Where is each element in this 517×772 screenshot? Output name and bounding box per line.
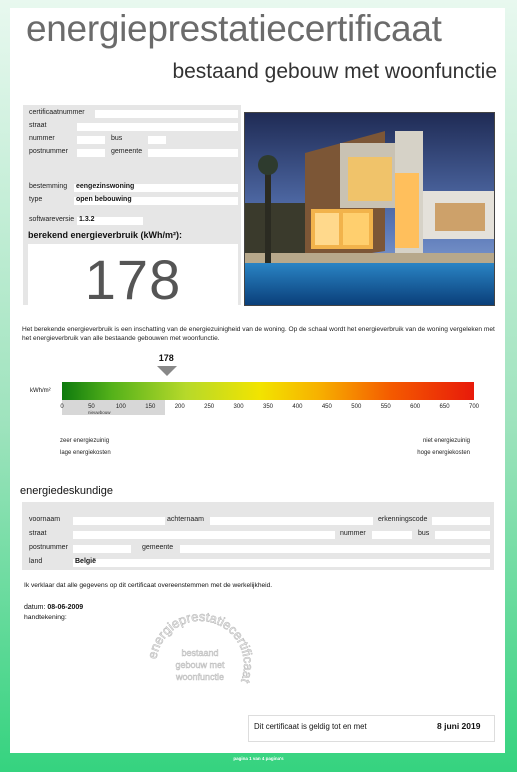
achternaam-field xyxy=(210,517,373,525)
certificate-title: energieprestatiecertificaat xyxy=(26,8,442,49)
stamp-line-2: gebouw met xyxy=(175,660,225,670)
calculated-consumption-label: berekend energieverbruik (kWh/m²): xyxy=(28,230,183,240)
scale-tick-label: 450 xyxy=(321,404,332,410)
scale-tick-label: 150 xyxy=(145,404,156,410)
energy-scale-bar xyxy=(62,382,474,400)
scale-tick-label: 0 xyxy=(60,404,64,410)
scale-tick-label: 50 xyxy=(88,404,95,410)
scale-right-note-1: niet energiezuinig xyxy=(422,438,470,444)
erkenningscode-label: erkenningscode xyxy=(378,516,428,523)
softwareversie-label: softwareversie xyxy=(29,216,75,223)
expert-gemeente-label: gemeente xyxy=(142,544,174,551)
bestemming-value: eengezinswoning xyxy=(76,183,135,190)
page-counter: pagina 1 van 4 pagina's xyxy=(233,756,284,761)
scale-tick-label: 400 xyxy=(292,404,303,410)
gemeente-field xyxy=(148,149,238,157)
scale-tick-label: 700 xyxy=(468,404,480,410)
stamp-line-3: woonfunctie xyxy=(175,672,225,682)
postnummer-field xyxy=(77,149,105,157)
gemeente-label: gemeente xyxy=(111,148,143,155)
type-label: type xyxy=(29,196,43,203)
stamp-line-1: bestaand xyxy=(181,648,219,658)
stamp-seal-icon xyxy=(145,610,255,720)
bus-field xyxy=(148,136,166,144)
nieuwbouw-label: nieuwbouw xyxy=(88,410,111,415)
stamp-ring-text: energieprestatiecertificaat xyxy=(145,610,255,686)
scale-pointer-icon xyxy=(157,366,177,376)
signature-label: handtekening: xyxy=(24,614,67,621)
softwareversie-value: 1.3.2 xyxy=(79,216,95,223)
nummer-label: nummer xyxy=(29,135,55,142)
calculated-consumption-value: 178 xyxy=(84,248,182,311)
scale-tick-label: 350 xyxy=(262,404,274,410)
expert-section-title: energiedeskundige xyxy=(20,485,113,497)
expert-land-label: land xyxy=(29,558,43,565)
nummer-field xyxy=(77,136,105,144)
scale-current-value: 178 xyxy=(158,353,174,363)
erkenningscode-field xyxy=(432,517,490,525)
type-value: open bebouwing xyxy=(76,196,132,203)
expert-straat-label: straat xyxy=(29,530,47,537)
declaration-text: Ik verklaar dat alle gegevens op dit certificaat overeenstemmen met de werkelijkheid. xyxy=(24,582,273,589)
scale-tick-label: 500 xyxy=(351,404,362,410)
straat-field xyxy=(77,123,238,131)
expert-straat-field xyxy=(73,531,335,539)
house-illustration-icon xyxy=(245,113,494,305)
postnummer-label: postnummer xyxy=(29,148,68,155)
expert-gemeente-field xyxy=(180,545,490,553)
bus-label: bus xyxy=(111,135,123,142)
expert-postnummer-label: postnummer xyxy=(29,544,68,551)
scale-right-note-2: hoge energiekosten xyxy=(417,450,470,456)
expert-land-field xyxy=(73,559,490,567)
certificaatnummer-field xyxy=(95,110,238,118)
house-photo xyxy=(244,112,495,306)
scale-tick-label: 300 xyxy=(233,404,244,410)
scale-tick-label: 600 xyxy=(410,404,421,410)
straat-label: straat xyxy=(29,122,47,129)
voornaam-label: voornaam xyxy=(29,516,61,523)
voornaam-field xyxy=(73,517,165,525)
scale-tick-label: 200 xyxy=(174,404,185,410)
certificaatnummer-label: certificaatnummer xyxy=(29,109,85,116)
scale-tick-label: 550 xyxy=(380,404,391,410)
scale-unit-label: kWh/m² xyxy=(30,388,51,394)
stamp-seal xyxy=(145,610,255,720)
expert-bus-label: bus xyxy=(418,530,430,537)
scale-left-note-1: zeer energiezuinig xyxy=(60,438,110,444)
date-row xyxy=(24,604,83,611)
expert-postnummer-field xyxy=(73,545,131,553)
scale-tick-label: 100 xyxy=(115,404,126,410)
validity-text: Dit certificaat is geldig tot en met xyxy=(254,722,367,731)
validity-date: 8 juni 2019 xyxy=(437,721,481,731)
scale-tick-label: 250 xyxy=(204,404,215,410)
expert-land-value: België xyxy=(75,558,97,565)
expert-bus-field xyxy=(435,531,490,539)
achternaam-label: achternaam xyxy=(167,516,204,523)
expert-nummer-field xyxy=(372,531,412,539)
certificate-subtitle: bestaand gebouw met woonfunctie xyxy=(172,60,497,83)
expert-nummer-label: nummer xyxy=(340,530,366,537)
date-value: 08-06-2009 xyxy=(47,604,84,611)
bestemming-label: bestemming xyxy=(29,183,68,190)
scale-tick-label: 650 xyxy=(439,404,450,410)
date-label: datum: xyxy=(24,604,46,611)
scale-left-note-2: lage energiekosten xyxy=(60,450,111,456)
explanation-text: Het berekende energieverbruik is een inschatting van de energiezuinigheid van de woning. Op de schaal wordt het energieverbruik van de woning vergeleken met het energieverbruik van alle bestaande gebouwen met woonfunctie. xyxy=(22,326,495,342)
